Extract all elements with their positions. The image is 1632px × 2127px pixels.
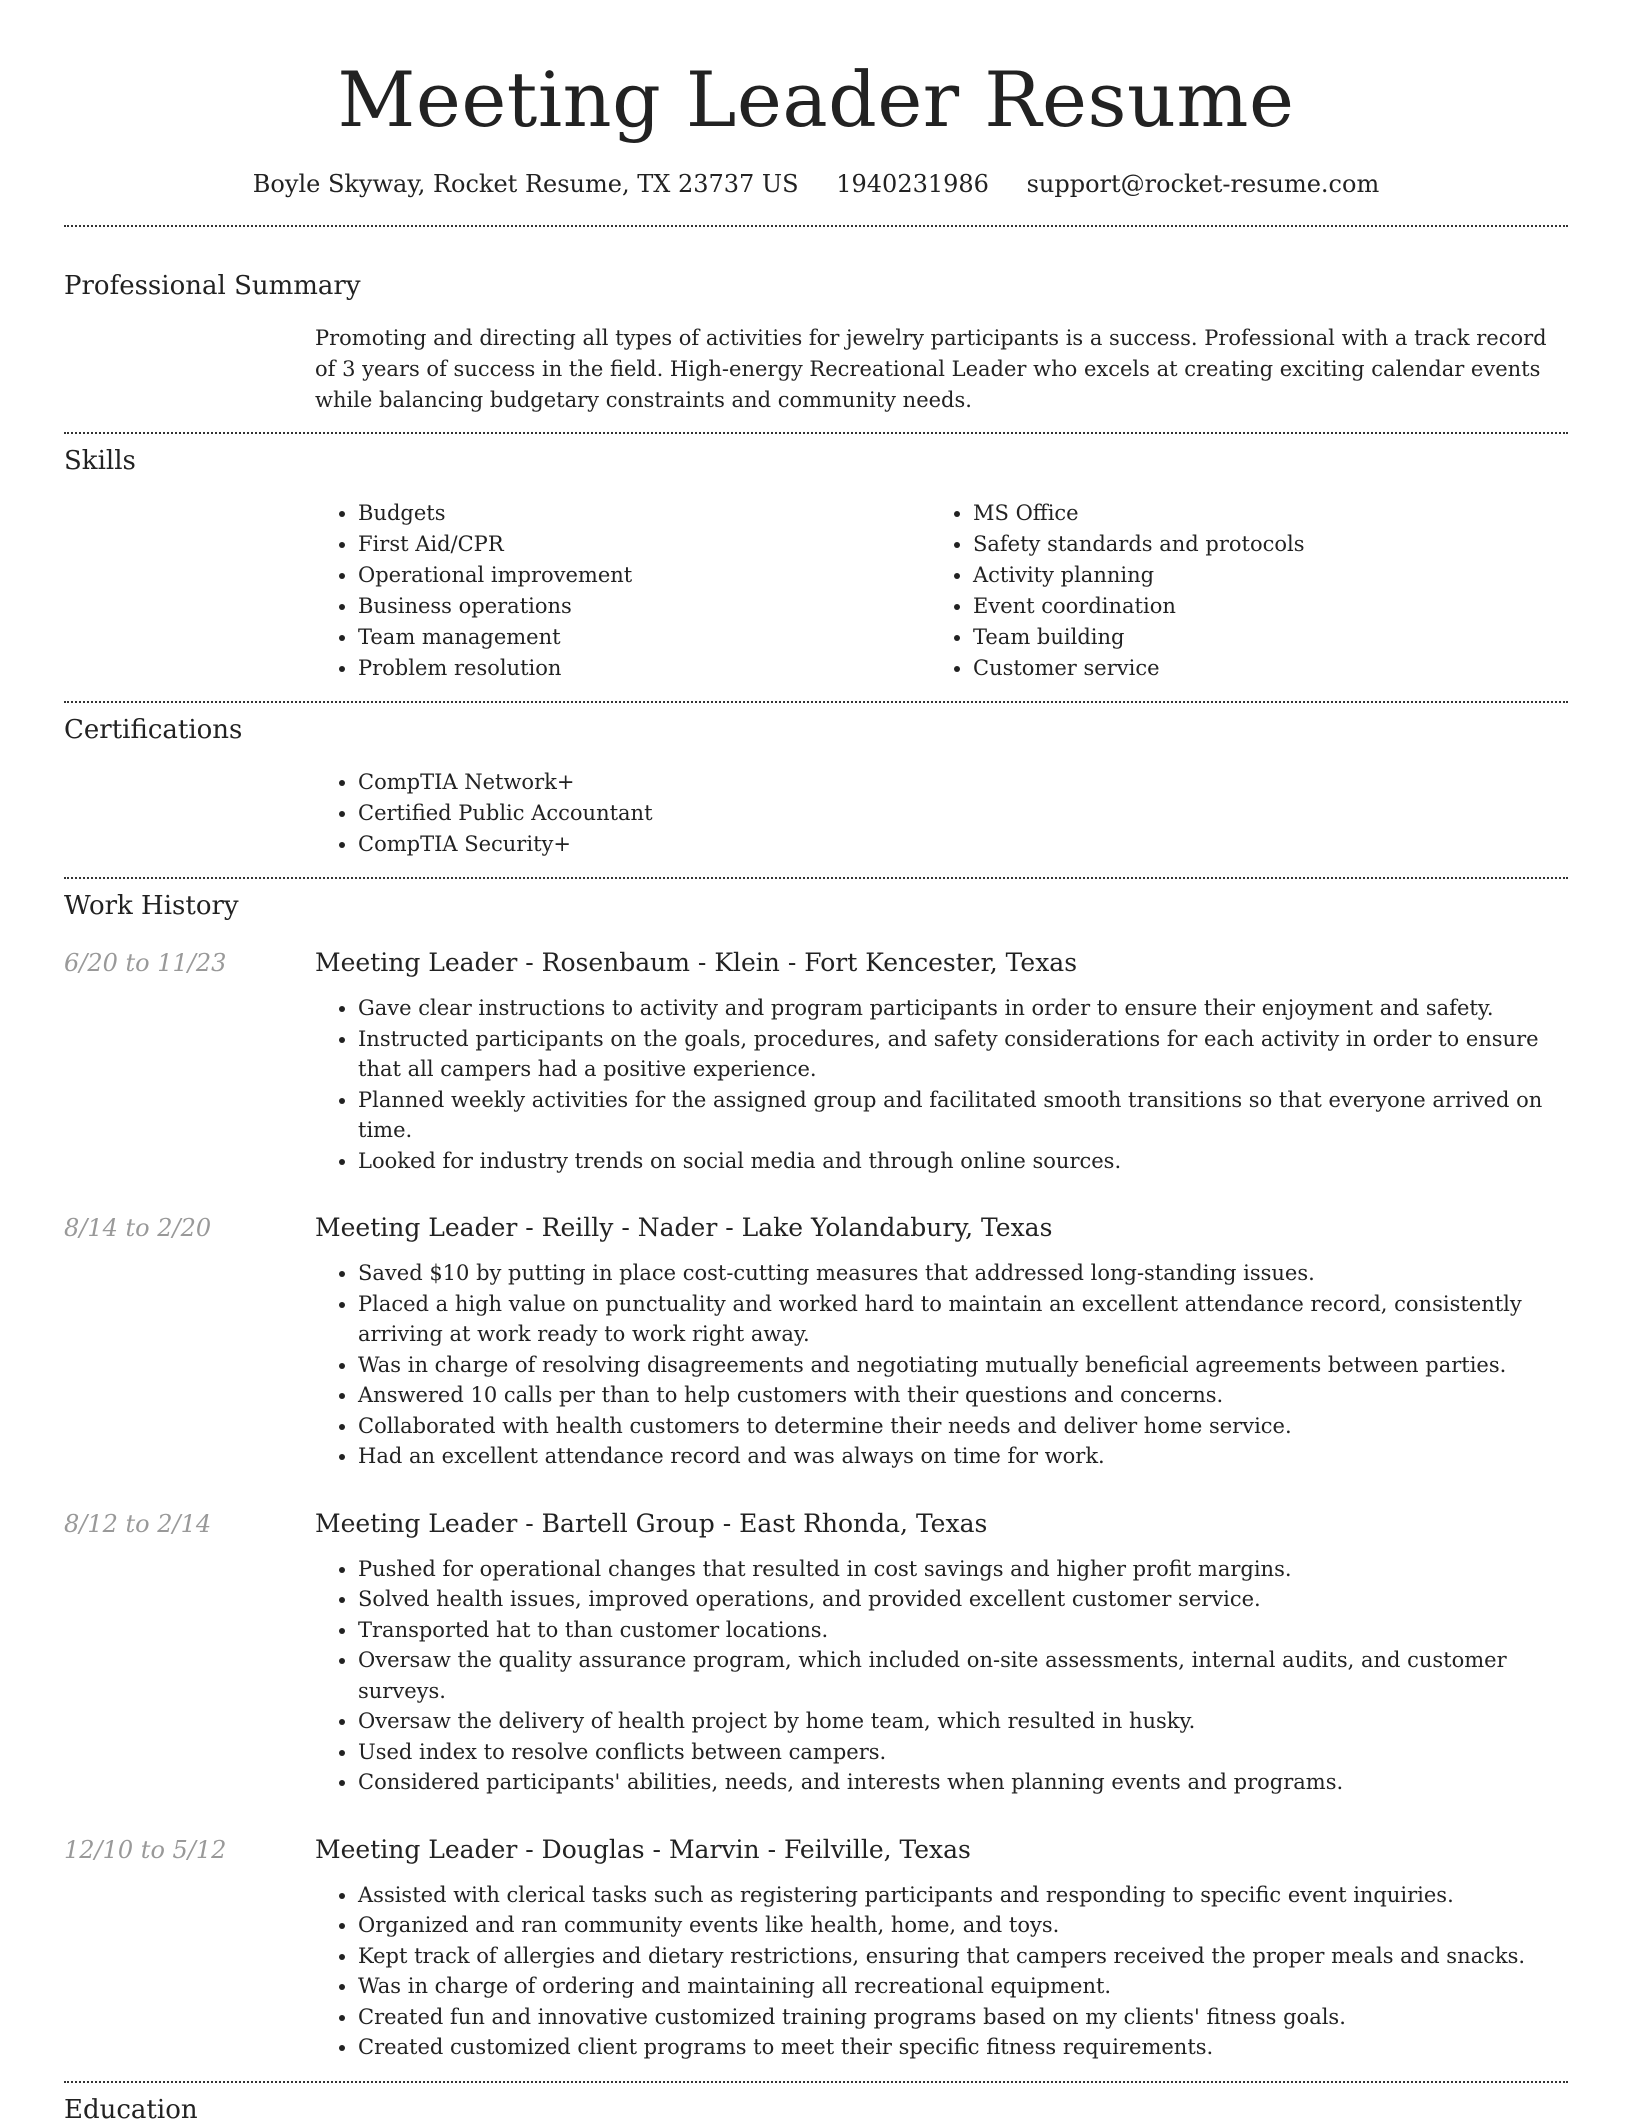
skill-item: • Customer service bbox=[973, 653, 1545, 684]
job-entry bbox=[64, 1508, 1568, 1798]
section-divider bbox=[64, 225, 1568, 227]
skills-column-left bbox=[315, 498, 930, 684]
skill-item: • Operational improvement bbox=[358, 560, 930, 591]
resume-page bbox=[64, 0, 1568, 2127]
job-bullet: • Used index to resolve conflicts between campers. bbox=[358, 1737, 1568, 1768]
certification-item: • CompTIA Network+ bbox=[358, 767, 1568, 798]
job-bullets bbox=[315, 1554, 1568, 1798]
job-bullet: • Oversaw the delivery of health project by home team, which resulted in husky. bbox=[358, 1706, 1568, 1737]
job-bullet: • Transported hat to than customer locations. bbox=[358, 1615, 1568, 1646]
skill-item: • Budgets bbox=[358, 498, 930, 529]
certification-item: • CompTIA Security+ bbox=[358, 829, 1568, 860]
job-entry bbox=[64, 1834, 1568, 2063]
job-bullet: • Created customized client programs to meet their specific fitness requirements. bbox=[358, 2032, 1568, 2063]
skill-item: • Event coordination bbox=[973, 591, 1545, 622]
skill-item: • Team building bbox=[973, 622, 1545, 653]
job-dates: 12/10 to 5/12 bbox=[64, 1835, 227, 1864]
job-bullet: • Placed a high value on punctuality and worked hard to maintain an excellent attendance record, consistently arriving at work ready to work right away. bbox=[358, 1289, 1568, 1350]
section-title-skills: Skills bbox=[64, 446, 136, 476]
work-history-section bbox=[64, 889, 1568, 2063]
contact-phone: 1940231986 bbox=[836, 170, 989, 198]
job-bullet: • Kept track of allergies and dietary restrictions, ensuring that campers received the proper meals and snacks. bbox=[358, 1941, 1568, 1972]
certifications-section bbox=[64, 713, 1568, 860]
job-bullet: • Pushed for operational changes that resulted in cost savings and higher profit margins. bbox=[358, 1554, 1568, 1585]
certifications-list bbox=[315, 767, 1568, 860]
job-bullet: • Saved $10 by putting in place cost-cutting measures that addressed long-standing issues. bbox=[358, 1258, 1568, 1289]
job-entry bbox=[64, 947, 1568, 1176]
resume-title: Meeting Leader Resume bbox=[337, 55, 1295, 144]
skill-item: • Business operations bbox=[358, 591, 930, 622]
section-title-summary: Professional Summary bbox=[64, 271, 361, 301]
job-bullet: • Had an excellent attendance record and was always on time for work. bbox=[358, 1441, 1568, 1472]
section-title-work-history: Work History bbox=[64, 891, 239, 921]
job-bullet: • Oversaw the quality assurance program, which included on-site assessments, internal audits, and customer surveys. bbox=[358, 1645, 1568, 1706]
job-bullet: • Organized and ran community events like health, home, and toys. bbox=[358, 1910, 1568, 1941]
job-bullet: • Solved health issues, improved operations, and provided excellent customer service. bbox=[358, 1584, 1568, 1615]
skills-section bbox=[64, 444, 1568, 684]
job-heading: Meeting Leader - Rosenbaum - Klein - Fort Kencester, Texas bbox=[315, 948, 1078, 977]
job-bullet: • Was in charge of resolving disagreements and negotiating mutually beneficial agreements between parties. bbox=[358, 1350, 1568, 1381]
section-title-education: Education bbox=[64, 2094, 198, 2125]
job-bullet: • Considered participants' abilities, needs, and interests when planning events and programs. bbox=[358, 1767, 1568, 1798]
skills-list bbox=[315, 498, 1568, 684]
skill-item: • Activity planning bbox=[973, 560, 1545, 591]
contact-address: Boyle Skyway, Rocket Resume, TX 23737 US bbox=[252, 170, 799, 198]
skill-item: • Problem resolution bbox=[358, 653, 930, 684]
job-bullet: • Collaborated with health customers to determine their needs and deliver home service. bbox=[358, 1411, 1568, 1442]
job-bullet: • Planned weekly activities for the assigned group and facilitated smooth transitions so that everyone arrived on time. bbox=[358, 1085, 1568, 1146]
job-bullet: • Instructed participants on the goals, procedures, and safety considerations for each activity in order to ensure that all campers had a positive experience. bbox=[358, 1024, 1568, 1085]
job-bullet: • Created fun and innovative customized training programs based on my clients' fitness goals. bbox=[358, 2002, 1568, 2033]
skills-column-right bbox=[930, 498, 1545, 684]
section-divider bbox=[64, 877, 1568, 879]
job-bullets bbox=[315, 1880, 1568, 2063]
skill-item: • First Aid/CPR bbox=[358, 529, 930, 560]
skill-item: • Safety standards and protocols bbox=[973, 529, 1545, 560]
skill-item: • Team management bbox=[358, 622, 930, 653]
job-bullet: • Gave clear instructions to activity and program participants in order to ensure their enjoyment and safety. bbox=[358, 993, 1568, 1024]
section-divider bbox=[64, 2081, 1568, 2083]
summary-text: Promoting and directing all types of activities for jewelry participants is a success. Professional with a track record of 3 years of success in the field. High-energy Recreational Leader who excels at creating exciting calendar events while balancing budgetary constraints and community needs. bbox=[315, 326, 1547, 412]
job-dates: 6/20 to 11/23 bbox=[64, 949, 227, 977]
job-heading: Meeting Leader - Douglas - Marvin - Feilville, Texas bbox=[315, 1834, 971, 1864]
job-dates: 8/12 to 2/14 bbox=[64, 1509, 212, 1538]
job-entry bbox=[64, 1212, 1568, 1472]
job-bullet: • Assisted with clerical tasks such as registering participants and responding to specific event inquiries. bbox=[358, 1880, 1568, 1911]
section-title-certifications: Certifications bbox=[64, 715, 243, 745]
summary-section bbox=[64, 269, 1568, 416]
job-dates: 8/14 to 2/20 bbox=[64, 1214, 212, 1242]
section-divider bbox=[64, 701, 1568, 703]
education-section bbox=[64, 2093, 1568, 2127]
job-bullet: • Looked for industry trends on social media and through online sources. bbox=[358, 1146, 1568, 1177]
job-heading: Meeting Leader - Reilly - Nader - Lake Yolandabury, Texas bbox=[315, 1213, 1053, 1242]
contact-line bbox=[64, 168, 1568, 200]
section-divider bbox=[64, 432, 1568, 434]
job-bullets bbox=[315, 993, 1568, 1176]
job-heading: Meeting Leader - Bartell Group - East Rhonda, Texas bbox=[315, 1508, 988, 1538]
job-bullets bbox=[315, 1258, 1568, 1472]
contact-email: support@rocket-resume.com bbox=[1026, 170, 1380, 198]
certification-item: • Certified Public Accountant bbox=[358, 798, 1568, 829]
job-bullet: • Was in charge of ordering and maintaining all recreational equipment. bbox=[358, 1971, 1568, 2002]
skill-item: • MS Office bbox=[973, 498, 1545, 529]
job-bullet: • Answered 10 calls per than to help customers with their questions and concerns. bbox=[358, 1380, 1568, 1411]
